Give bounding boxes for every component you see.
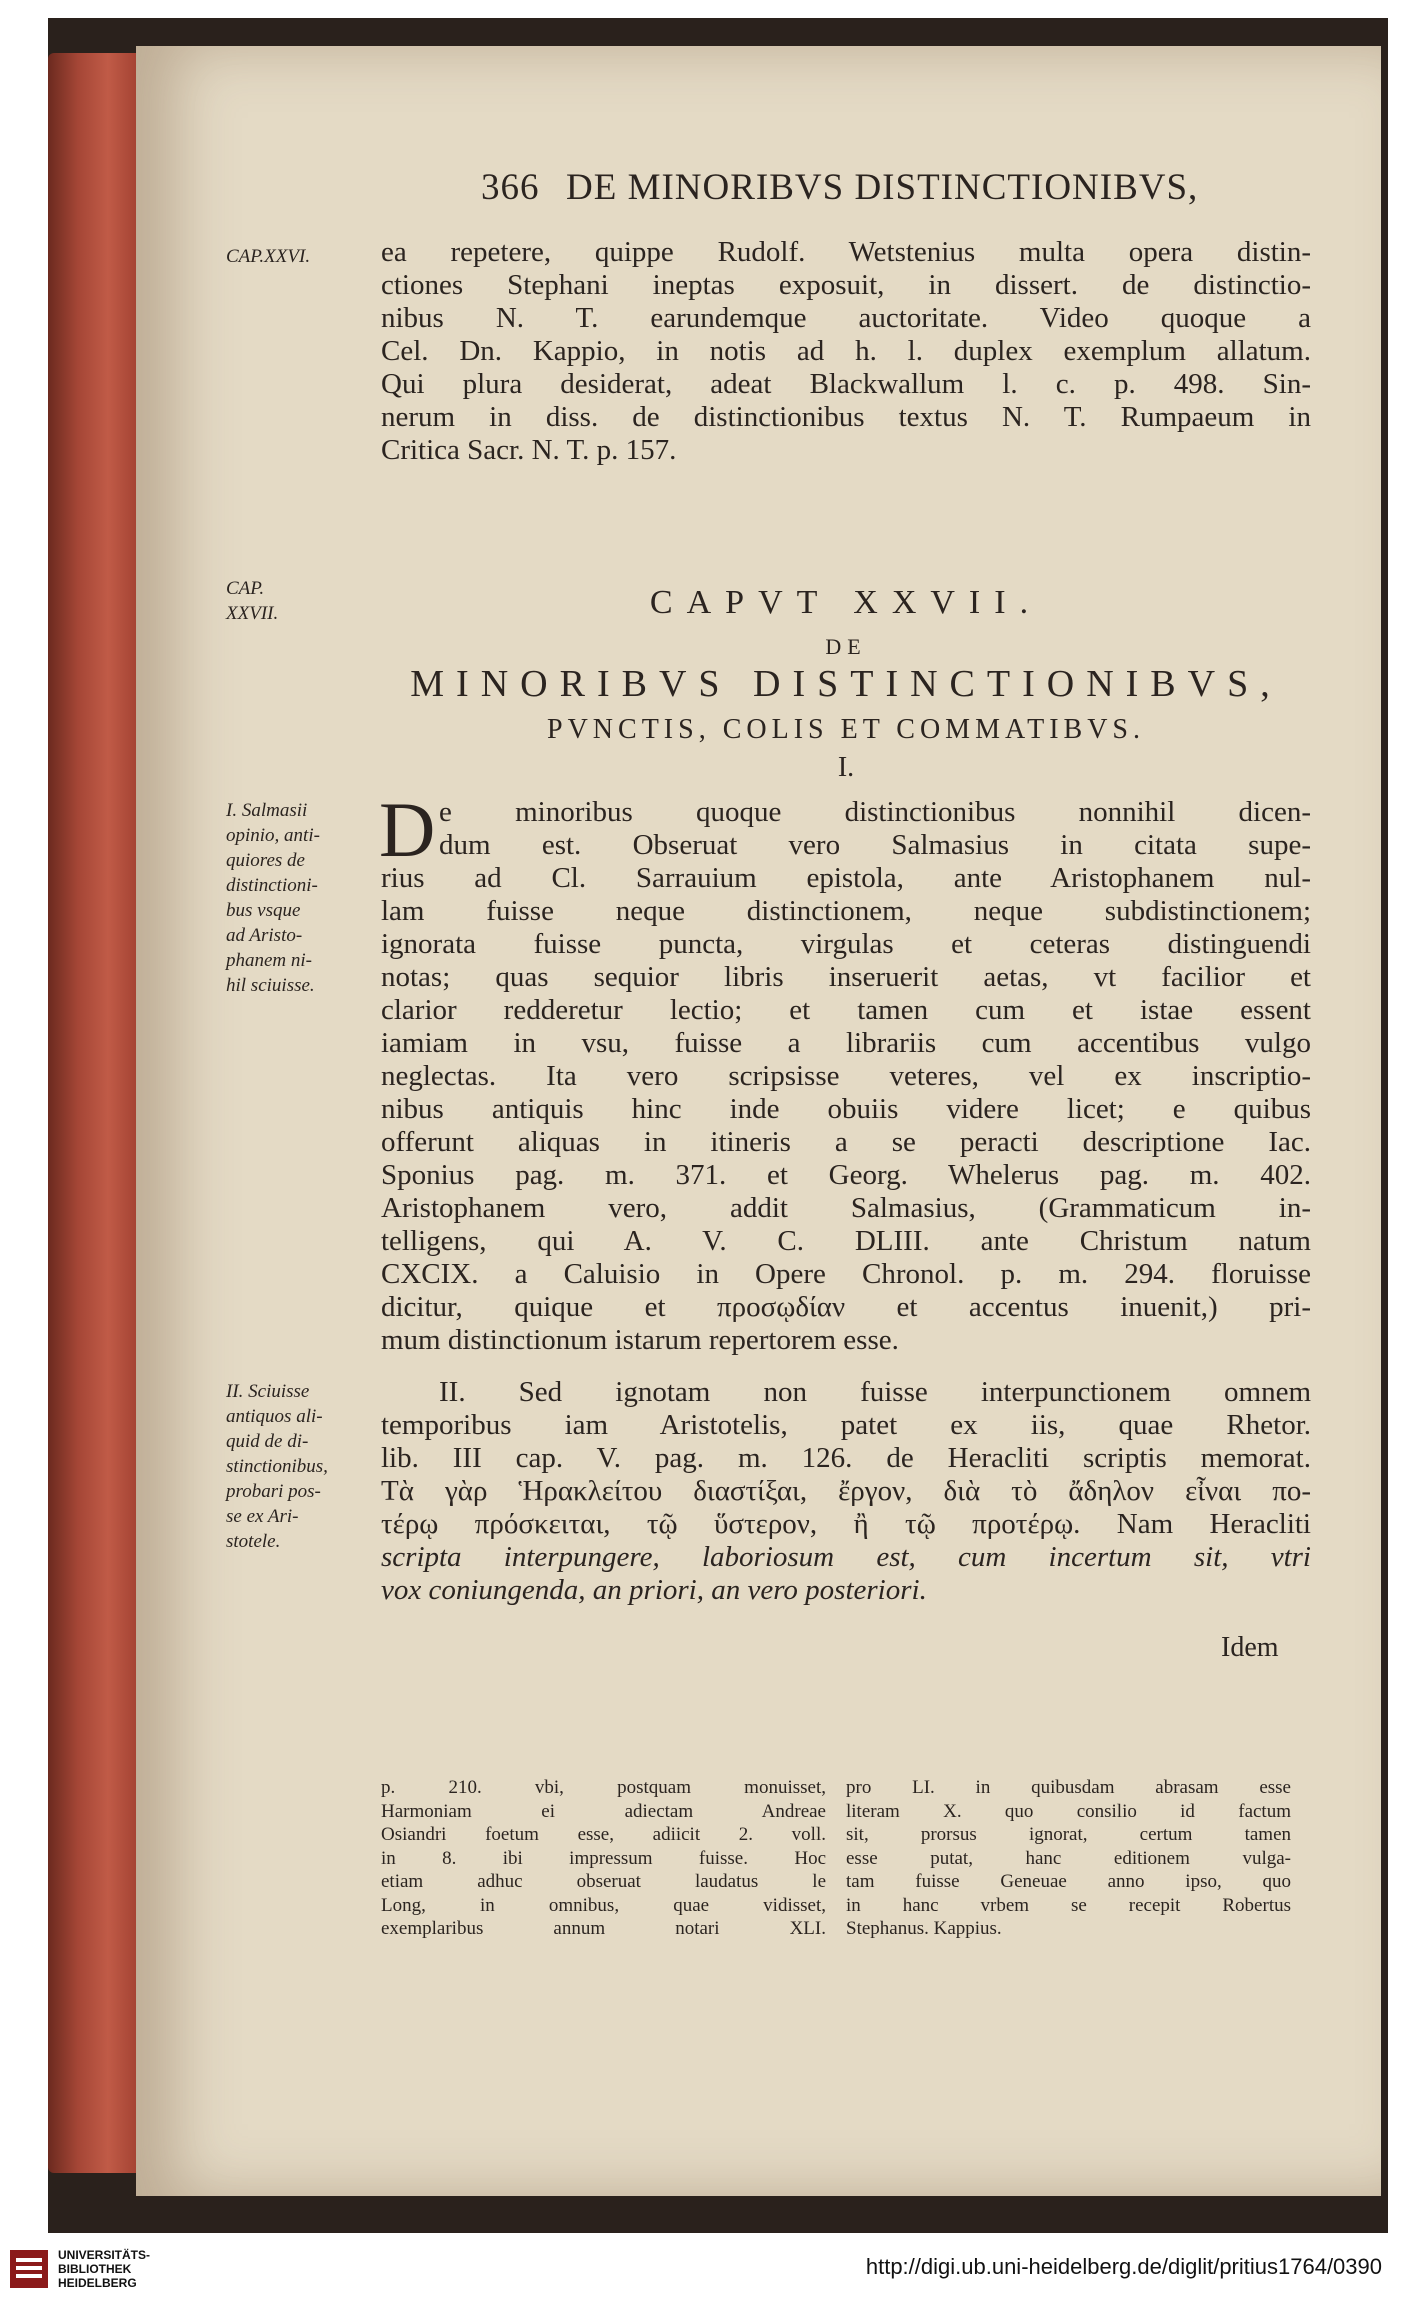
text-line: offerunt aliquas in itineris a se peracti descriptione Iac. <box>381 1126 1311 1158</box>
text-line: mum distinctionum istarum repertorem esse. <box>381 1324 899 1356</box>
footnote-line: Osiandri foetum esse, adiicit 2. voll. <box>381 1824 826 1845</box>
margin-line: stinctionibus, <box>226 1456 328 1477</box>
paragraph-top <box>381 236 1311 467</box>
text-line: Sponius pag. m. 371. et Georg. Whelerus pag. m. 402. <box>381 1159 1311 1191</box>
text-line: Critica Sacr. N. T. p. 157. <box>381 434 677 466</box>
text-line: Τὰ γὰρ Ἡρακλείτου διαστίξαι, ἔργον, διὰ τὸ ἄδηλον εἶναι πο- <box>381 1475 1311 1507</box>
chapter-title-2: PVNCTIS, COLIS ET COMMATIBVS. <box>547 714 1145 745</box>
text-line: τέρῳ πρόσκειται, τῷ ὕστερον, ἢ τῷ προτέρῳ. Nam Heracliti <box>381 1508 1311 1540</box>
footnote-line: p. 210. vbi, postquam monuisset, <box>381 1777 826 1798</box>
text-line: e minoribus quoque distinctionibus nonnihil dicen- <box>439 796 1311 828</box>
margin-line: stotele. <box>226 1531 281 1552</box>
page-number: 366 <box>481 167 540 208</box>
margin-line: I. Salmasii <box>226 800 308 821</box>
text-line: rius ad Cl. Sarrauium epistola, ante Aristophanem nul- <box>381 862 1311 894</box>
margin-line: ad Aristo- <box>226 925 303 946</box>
footnote-line: exemplaribus annum notari XLI. <box>381 1918 826 1939</box>
chapter-de: DE <box>825 634 867 659</box>
catchword: Idem <box>1221 1632 1279 1663</box>
running-head <box>221 166 1371 226</box>
source-url-link[interactable]: http://digi.ub.uni-heidelberg.de/diglit/pritius1764/0390 <box>865 2254 1382 2279</box>
margin-line: distinctioni- <box>226 875 318 896</box>
text-line: scripta interpungere, laboriosum est, cum incertum sit, vtri <box>381 1541 1311 1573</box>
paragraph-1 <box>379 786 1311 1357</box>
margin-note-2 <box>226 1379 376 1554</box>
logo-text <box>58 2248 150 2290</box>
chapter-title-1: MINORIBVS DISTINCTIONIBVS, <box>410 663 1282 705</box>
library-logo <box>8 2248 188 2292</box>
text-line: iamiam in vsu, fuisse a librariis cum accentibus vulgo <box>381 1027 1311 1059</box>
running-title: DE MINORIBVS DISTINCTIONIBVS, <box>566 167 1199 208</box>
margin-line: CAP.XXVI. <box>226 246 311 267</box>
footnote-line: Long, in omnibus, quae vidisset, <box>381 1894 826 1916</box>
margin-line: opinio, anti- <box>226 825 320 846</box>
footnote-line: Harmoniam ei adiectam Andreae <box>381 1800 826 1822</box>
text-line: ea repetere, quippe Rudolf. Wetstenius multa opera distin- <box>381 236 1311 268</box>
page-edge <box>48 53 148 2173</box>
text-line: clarior redderetur lectio; et tamen cum et istae essent <box>381 994 1311 1026</box>
margin-line: se ex Ari- <box>226 1506 299 1527</box>
text-line: ctiones Stephani ineptas exposuit, in dissert. de distinctio- <box>381 269 1311 301</box>
margin-line: quiores de <box>226 850 305 871</box>
margin-line: probari pos- <box>226 1481 321 1502</box>
text-line: telligens, qui A. V. C. DLIII. ante Christum natum <box>381 1225 1311 1257</box>
text-line: nibus N. T. earundemque auctoritate. Video quoque a <box>381 302 1311 334</box>
margin-cap27 <box>226 576 376 626</box>
drop-cap: D <box>379 786 436 873</box>
text-line: ignorata fuisse puncta, virgulas et ceteras distinguendi <box>381 928 1311 960</box>
margin-cap26 <box>226 244 376 269</box>
footer-bar <box>0 2240 1402 2299</box>
footnote-line: literam X. quo consilio id factum <box>846 1800 1291 1822</box>
logo-line: BIBLIOTHEK <box>58 2262 132 2276</box>
footnote-line: pro LI. in quibusdam abrasam esse <box>846 1777 1291 1798</box>
margin-line: antiquos ali- <box>226 1406 323 1427</box>
text-line: notas; quas sequior libris inseruerit aetas, vt facilior et <box>381 961 1311 993</box>
footnote-line: in hanc vrbem se recepit Robertus <box>846 1894 1291 1916</box>
footnote-column-right <box>846 1776 1291 1941</box>
text-line: temporibus iam Aristotelis, patet ex iis, quae Rhetor. <box>381 1409 1311 1441</box>
text-line: dicitur, quique et προσῳδίαν et accentus inuenit,) pri- <box>381 1291 1311 1323</box>
book-scan <box>48 18 1388 2233</box>
margin-line: hil sciuisse. <box>226 975 315 996</box>
footnote-line: etiam adhuc obseruat laudatus le <box>381 1871 826 1892</box>
library-seal-icon <box>8 2248 50 2290</box>
text-line: nerum in diss. de distinctionibus textus N. T. Rumpaeum in <box>381 401 1311 433</box>
footnote-line: Stephanus. Kappius. <box>846 1918 1002 1939</box>
margin-line: quid de di- <box>226 1431 309 1452</box>
text-line: nibus antiquis hinc inde obuiis videre licet; e quibus <box>381 1093 1311 1125</box>
footnote-line: tam fuisse Geneuae anno ipso, quo <box>846 1871 1291 1892</box>
logo-line: UNIVERSITÄTS- <box>58 2248 151 2262</box>
footnote-column-left <box>381 1776 826 1941</box>
margin-line: phanem ni- <box>226 950 313 971</box>
margin-line: CAP. <box>226 578 265 599</box>
text-line: II. Sed ignotam non fuisse interpunctionem omnem <box>439 1376 1311 1408</box>
paragraph-2 <box>381 1376 1311 1607</box>
text-line: Qui plura desiderat, adeat Blackwallum l. c. p. 498. Sin- <box>381 368 1311 400</box>
text-line: dum est. Obseruat vero Salmasius in citata supe- <box>439 829 1311 861</box>
footnotes <box>381 1776 1311 2006</box>
text-line: lib. III cap. V. pag. m. 126. de Heracliti scriptis memorat. <box>381 1442 1311 1474</box>
logo-line: HEIDELBERG <box>58 2276 137 2290</box>
chapter-caput: CAPVT XXVII. <box>649 584 1043 621</box>
margin-line: II. Sciuisse <box>226 1381 310 1402</box>
margin-note-1 <box>226 798 376 998</box>
text-line: lam fuisse neque distinctionem, neque subdistinctionem; <box>381 895 1311 927</box>
text-line: neglectas. Ita vero scripsisse veteres, vel ex inscriptio- <box>381 1060 1311 1092</box>
footnote-line: sit, prorsus ignorat, certum tamen <box>846 1824 1291 1845</box>
section-number: I. <box>837 752 855 783</box>
book-page <box>136 46 1381 2196</box>
text-line: Aristophanem vero, addit Salmasius, (Grammaticum in- <box>381 1192 1311 1224</box>
margin-line: bus vsque <box>226 900 301 921</box>
text-line: vox coniungenda, an priori, an vero posteriori. <box>381 1574 927 1606</box>
margin-line: XXVII. <box>226 603 279 624</box>
text-block <box>221 136 1371 2136</box>
text-line: Cel. Dn. Kappio, in notis ad h. l. duplex exemplum allatum. <box>381 335 1311 367</box>
footnote-line: esse putat, hanc editionem vulga- <box>846 1847 1291 1869</box>
footnote-line: in 8. ibi impressum fuisse. Hoc <box>381 1847 826 1869</box>
text-line: CXCIX. a Caluisio in Opere Chronol. p. m. 294. floruisse <box>381 1258 1311 1290</box>
